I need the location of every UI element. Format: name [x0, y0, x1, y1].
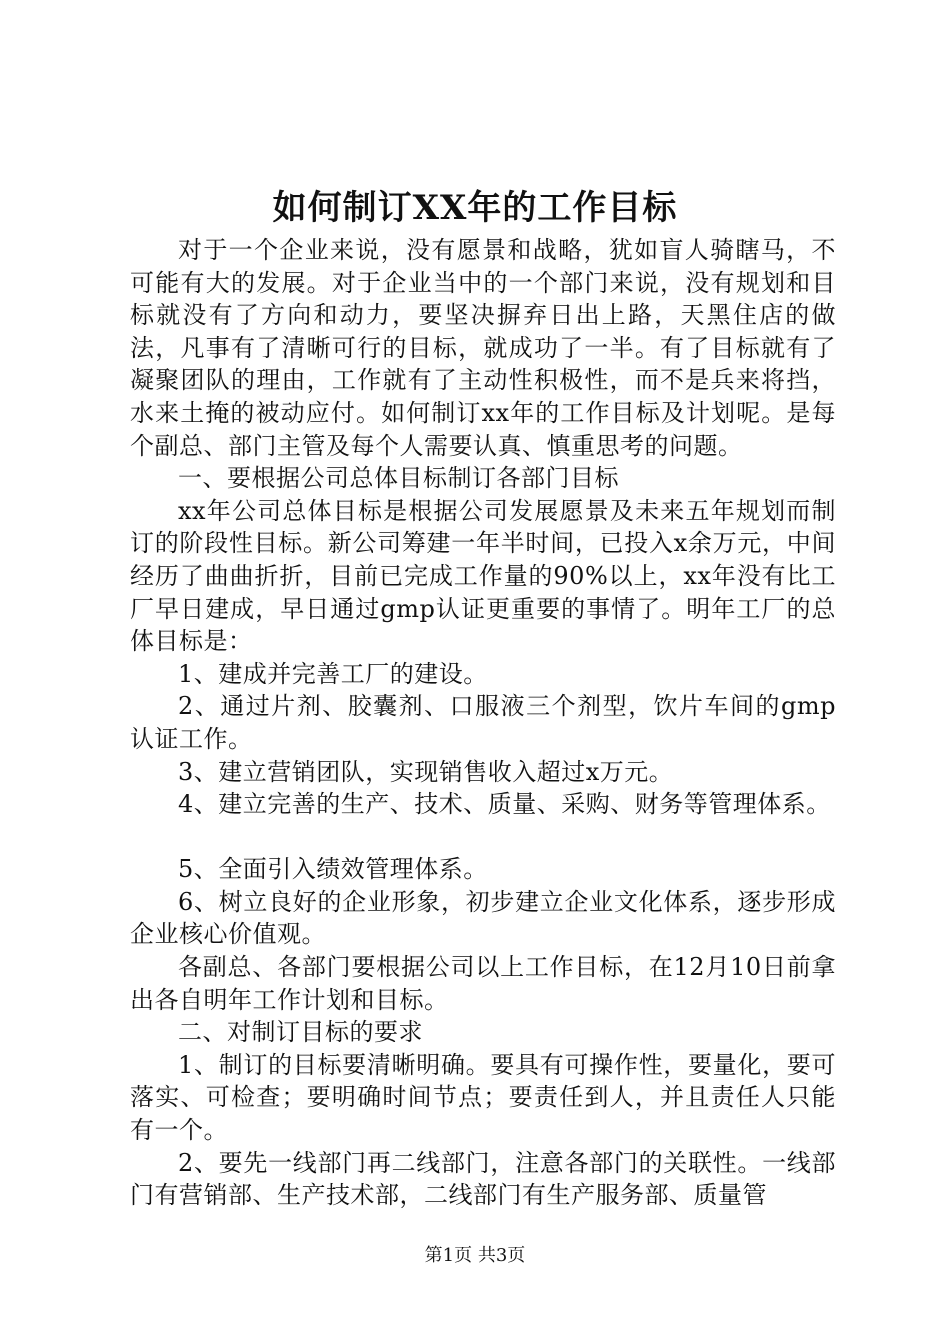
document-body	[130, 234, 836, 1212]
list-item-goal-4: 4、建立完善的生产、技术、质量、采购、财务等管理体系。	[178, 790, 831, 819]
list-item-goal-1: 1、建成并完善工厂的建设。	[178, 659, 488, 688]
paragraph-intro: 对于一个企业来说，没有愿景和战略，犹如盲人骑瞎马，不可能有大的发展。对于企业当中的一个部门来说，没有规划和目标就没有了方向和动力，要坚决摒弃日出上路，天黑住店的做法，凡事有了清晰可行的目标，就成功了一半。有了目标就有了凝聚团队的理由，工作就有了主动性积极性，而不是兵来将挡，水来土掩的被动应付。如何制订xx年的工作目标及计划呢。是每个副总、部门主管及每个人需要认真、慎重思考的问题。	[130, 236, 836, 460]
paragraph-deadline: 各副总、各部门要根据公司以上工作目标，在12月10日前拿出各自明年工作计划和目标。	[130, 953, 836, 1014]
section-heading-2: 二、对制订目标的要求	[178, 1018, 423, 1047]
list-item-requirement-2: 2、要先一线部门再二线部门，注意各部门的关联性。一线部门有营销部、生产技术部，二线部门有生产服务部、质量管	[130, 1148, 836, 1210]
list-item-goal-2: 2、通过片剂、胶囊剂、口服液三个剂型，饮片车间的gmp认证工作。	[130, 692, 836, 753]
list-item-requirement-1: 1、制订的目标要清晰明确。要具有可操作性，要量化，要可落实、可检查；要明确时间节点；要责任到人，并且责任人只能有一个。	[130, 1050, 836, 1145]
document-title: 如何制订XX年的工作目标	[272, 188, 678, 228]
list-item-goal-6: 6、树立良好的企业形象，初步建立企业文化体系，逐步形成企业核心价值观。	[130, 887, 836, 949]
list-item-goal-3: 3、建立营销团队，实现销售收入超过x万元。	[178, 757, 674, 786]
paragraph-company-goal: xx年公司总体目标是根据公司发展愿景及未来五年规划而制订的阶段性目标。新公司筹建一年半时间，已投入x余万元，中间经历了曲曲折折，目前已完成工作量的90%以上，xx年没有比工厂早日建成，早日通过gmp认证更重要的事情了。明年工厂的总体目标是：	[130, 496, 836, 656]
section-heading-1: 一、要根据公司总体目标制订各部门目标	[178, 464, 619, 493]
list-item-goal-5: 5、全面引入绩效管理体系。	[178, 855, 488, 884]
page-number-footer: 第1页 共3页	[424, 1245, 526, 1266]
